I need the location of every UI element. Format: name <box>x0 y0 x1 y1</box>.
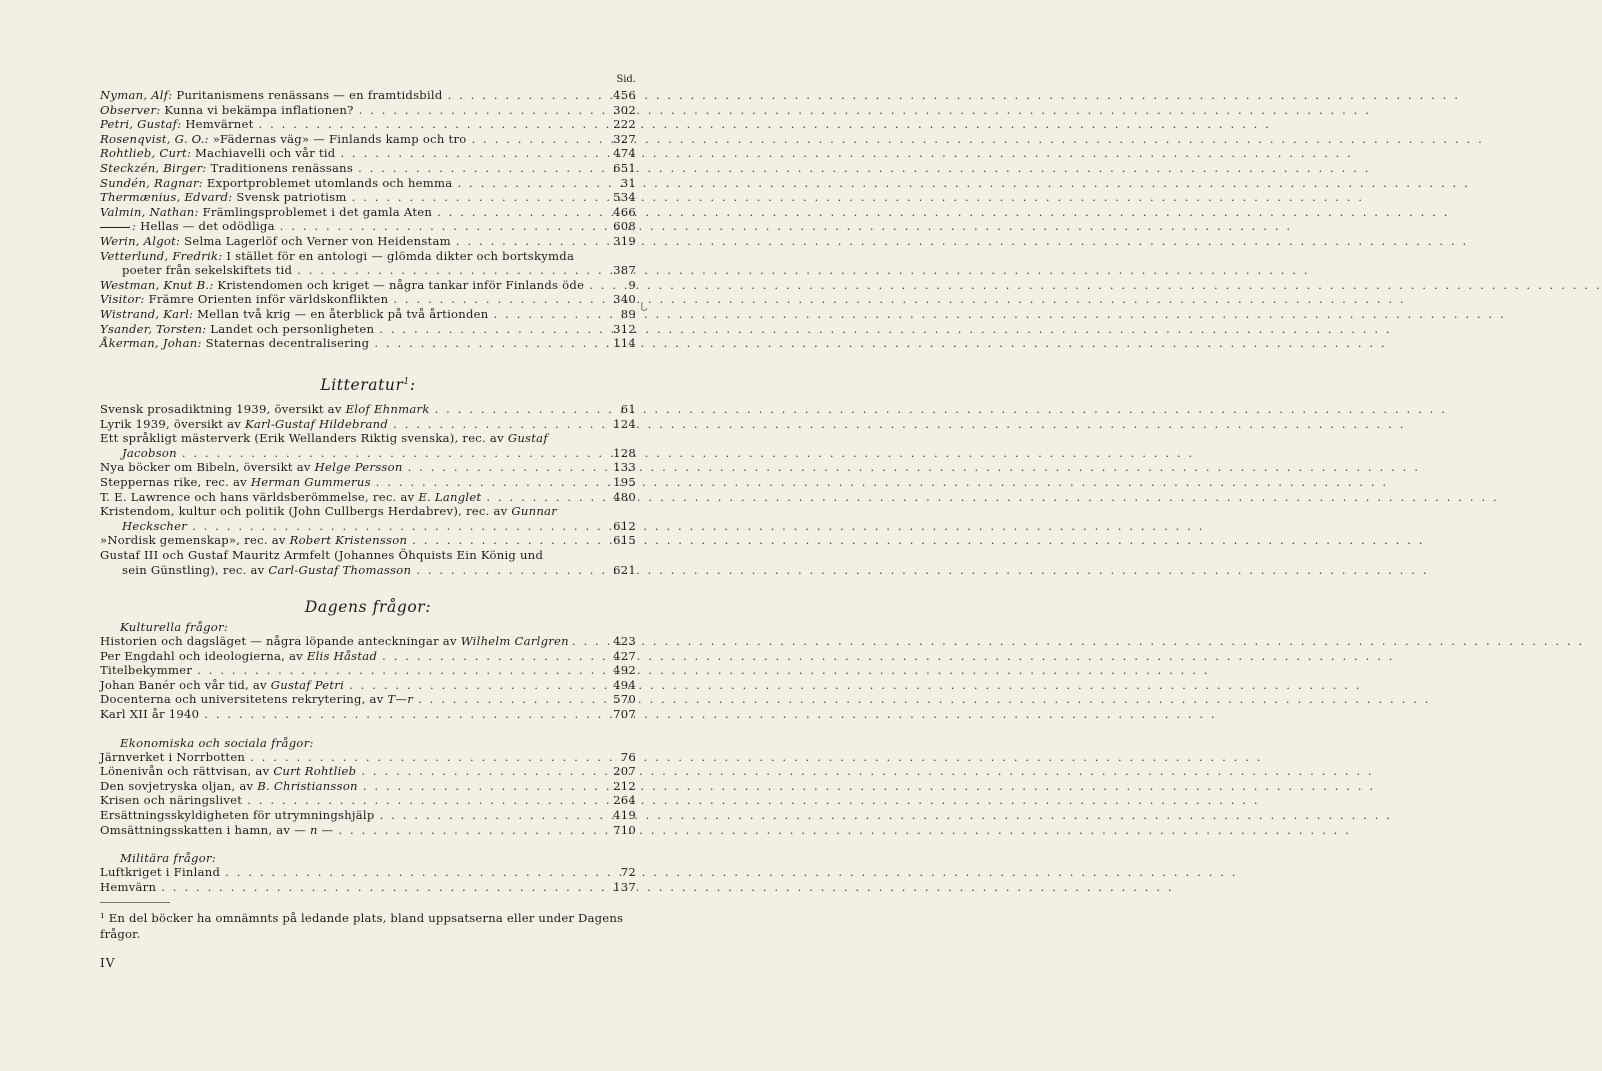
subsection-heading: Ekonomiska och sociala frågor: <box>120 735 314 750</box>
toc-entry-line: Gustaf III och Gustaf Mauritz Armfelt (Johannes Öhquists Ein König und <box>100 547 544 562</box>
toc-entry[interactable]: Visitor: Främre Orienten inför världskonflikten . . . 340 <box>100 292 636 307</box>
author-index <box>100 88 636 351</box>
toc-entry[interactable]: Den sovjetryska oljan, av B. Christiansson . . . 212 <box>100 779 636 794</box>
toc-entry[interactable]: Valmin, Nathan: Främlingsproblemet i det gamla Aten . . . 466 <box>100 205 636 220</box>
toc-entry[interactable]: Thermænius, Edvard: Svensk patriotism . . . 534 <box>100 190 636 205</box>
section-heading-litteratur: Litteratur$^1$: <box>320 376 416 394</box>
document-page <box>0 0 695 1071</box>
margin-pencil-mark: ᒐ <box>640 300 648 314</box>
toc-entry[interactable]: Petri, Gustaf: Hemvärnet . . . 222 <box>100 117 636 132</box>
toc-entry[interactable]: Sundén, Ragnar: Exportproblemet utomlands och hemma . . . 31 <box>100 176 636 191</box>
toc-entry[interactable]: Svensk prosadiktning 1939, översikt av Elof Ehnmark . . . 61 <box>100 402 636 417</box>
toc-entry[interactable]: Jacobson . . . 128 <box>100 446 636 461</box>
toc-entry[interactable]: Johan Banér och vår tid, av Gustaf Petri . . . 494 <box>100 678 636 693</box>
toc-entry[interactable]: Nya böcker om Bibeln, översikt av Helge Persson . . . 133 <box>100 460 636 475</box>
toc-entry[interactable]: Hemvärn . . . 137 <box>100 880 636 895</box>
toc-entry[interactable]: T. E. Lawrence och hans världsberömmelse, rec. av E. Langlet . . . 480 <box>100 490 636 505</box>
footnote: ¹ En del böcker ha omnämnts på ledande plats, bland uppsatserna eller under Dagens frågor. <box>100 911 624 941</box>
page-column-header: Sid. <box>616 74 636 85</box>
toc-entry[interactable]: Järnverket i Norrbotten . . . 76 <box>100 750 636 765</box>
toc-entry-line: Ett språkligt mästerverk (Erik Wellanders Riktig svenska), rec. av Gustaf <box>100 431 548 446</box>
section-heading-dagens-fragor: Dagens frågor: <box>304 598 432 616</box>
toc-entry[interactable]: Werin, Algot: Selma Lagerlöf och Verner von Heidenstam . . . 319 <box>100 234 636 249</box>
toc-entry-line: Kristendom, kultur och politik (John Cullbergs Herdabrev), rec. av Gunnar <box>100 504 557 519</box>
toc-entry[interactable]: Steckzén, Birger: Traditionens renässans . . . 651 <box>100 161 636 176</box>
subsection-heading: Militära frågor: <box>120 851 217 866</box>
toc-entry[interactable]: poeter från sekelskiftets tid . . . 387 <box>100 263 636 278</box>
toc-entry[interactable]: Omsättningsskatten i hamn, av — n — . . . 710 <box>100 823 636 838</box>
ditto-dash <box>100 227 130 228</box>
toc-entry[interactable]: Lyrik 1939, översikt av Karl-Gustaf Hildebrand . . . 124 <box>100 417 636 432</box>
toc-entry[interactable]: Wistrand, Karl: Mellan två krig — en återblick på två årtionden . . . 89 <box>100 307 636 322</box>
toc-entry[interactable]: Observer: Kunna vi bekämpa inflationen? . . . 302 <box>100 103 636 118</box>
toc-entry[interactable]: Krisen och näringslivet . . . 264 <box>100 793 636 808</box>
toc-entry[interactable]: Titelbekymmer . . . 492 <box>100 663 636 678</box>
toc-entry[interactable]: Westman, Knut B.: Kristendomen och kriget — några tankar inför Finlands öde . . . 9 <box>100 278 636 293</box>
toc-entry[interactable]: Rohtlieb, Curt: Machiavelli och vår tid . . . 474 <box>100 146 636 161</box>
toc-entry[interactable]: sein Günstling), rec. av Carl-Gustaf Thomasson . . . 621 <box>100 563 636 578</box>
footnote-rule <box>100 902 170 903</box>
toc-entry[interactable]: Åkerman, Johan: Staternas decentralisering . . . 114 <box>100 336 636 351</box>
toc-entry[interactable]: Ersättningsskyldigheten för utrymningshjälp . . . 419 <box>100 808 636 823</box>
subsection-heading: Kulturella frågor: <box>120 620 229 634</box>
toc-entry[interactable]: Docenterna och universitetens rekrytering, av T—r . . . 570 <box>100 692 636 707</box>
dagens-fragor-index <box>100 620 636 894</box>
toc-entry[interactable]: Historien och dagsläget — några löpande anteckningar av Wilhelm Carlgren . . . 423 <box>100 634 636 649</box>
toc-entry[interactable]: Ysander, Torsten: Landet och personligheten . . . 312 <box>100 322 636 337</box>
toc-entry[interactable]: »Nordisk gemenskap», rec. av Robert Kristensson . . . 615 <box>100 533 636 548</box>
page-number: IV <box>100 956 116 970</box>
toc-entry-line: Vetterlund, Fredrik: I stället för en antologi — glömda dikter och bortskymda <box>100 248 575 263</box>
toc-entry[interactable]: Karl XII år 1940 . . . 707 <box>100 707 636 722</box>
toc-entry[interactable]: Per Engdahl och ideologierna, av Elis Håstad . . . 427 <box>100 649 636 664</box>
toc-entry[interactable]: Heckscher . . . 612 <box>100 519 636 534</box>
toc-entry[interactable]: Lönenivån och rättvisan, av Curt Rohtlieb . . . 207 <box>100 764 636 779</box>
toc-entry[interactable]: : Hellas — det odödliga . . . 608 <box>100 219 636 234</box>
toc-entry[interactable]: Steppernas rike, rec. av Herman Gummerus . . . 195 <box>100 475 636 490</box>
toc-entry[interactable]: Luftkriget i Finland . . . 72 <box>100 865 636 880</box>
toc-entry[interactable]: Nyman, Alf: Puritanismens renässans — en framtidsbild . . . 456 <box>100 88 636 103</box>
literature-index <box>100 402 636 577</box>
toc-entry[interactable]: Rosenqvist, G. O.: »Fädernas väg» — Finlands kamp och tro . . . 327 <box>100 132 636 147</box>
